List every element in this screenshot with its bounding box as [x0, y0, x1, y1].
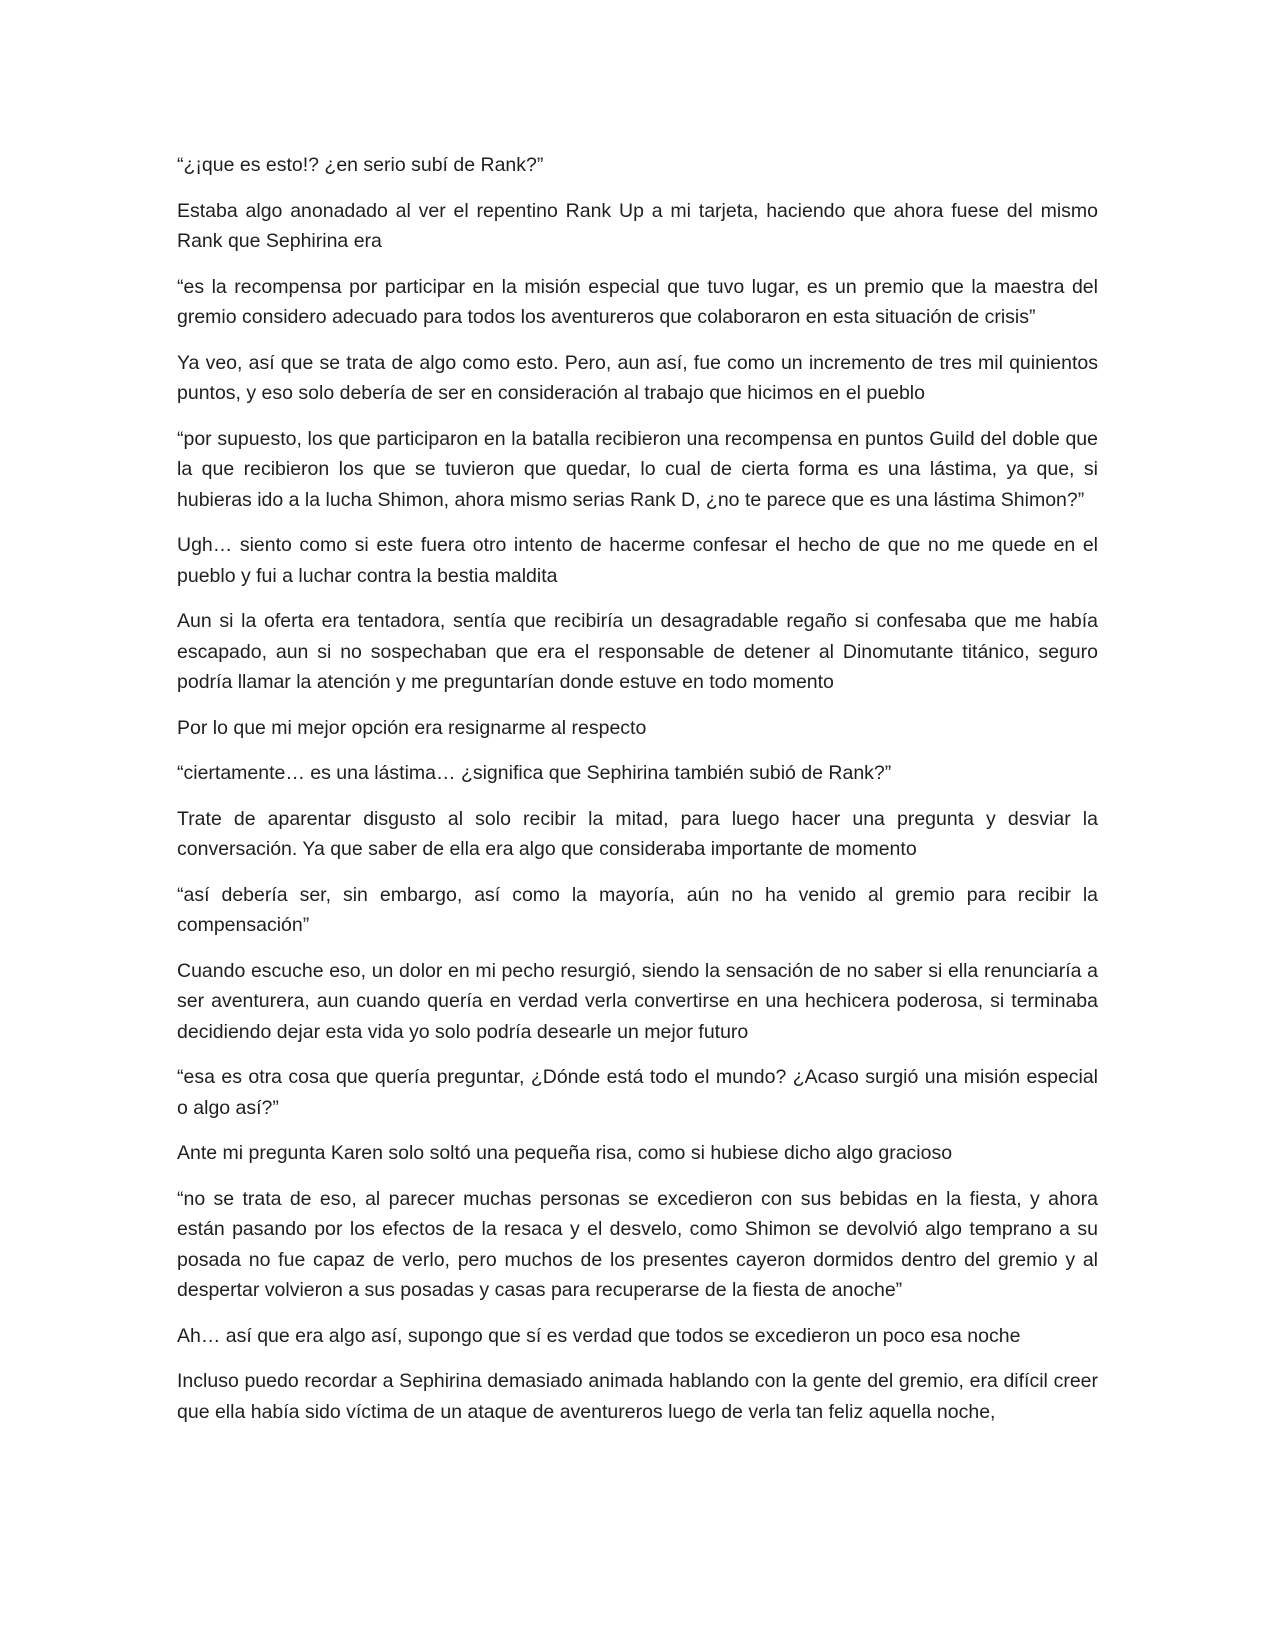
paragraph: “esa es otra cosa que quería preguntar, ¿Dónde está todo el mundo? ¿Acaso surgió una misión especial o algo así?” — [177, 1066, 1098, 1119]
paragraph: “por supuesto, los que participaron en la batalla recibieron una recompensa en puntos Guild del doble que la que recibieron los que se tuvieron que quedar, lo cual de cierta forma es una lástima, ya que, si hubieras ido a la lucha Shimon, ahora mismo serias Rank D, ¿no te parece que es una lástima Shimon?” — [177, 427, 1098, 511]
paragraph: Ah… así que era algo así, supongo que sí es verdad que todos se excedieron un poco esa noche — [177, 1324, 1021, 1347]
paragraph: Aun si la oferta era tentadora, sentía que recibiría un desagradable regaño si confesaba que me había escapado, aun si no sospechaban que era el responsable de detener al Dinomutante titánico, seguro podría llamar la atención y me preguntarían donde estuve en todo momento — [177, 610, 1098, 693]
paragraph: Incluso puedo recordar a Sephirina demasiado animada hablando con la gente del gremio, era difícil creer que ella había sido víctima de un ataque de aventureros luego de verla tan feliz aquella noche, — [177, 1370, 1098, 1423]
paragraph: “no se trata de eso, al parecer muchas personas se excedieron con sus bebidas en la fiesta, y ahora están pasando por los efectos de la resaca y el desvelo, como Shimon se devolvió algo temprano a su posada no fue capaz de verlo, pero muchos de los presentes cayeron dormidos dentro del gremio y al despertar volvieron a sus posadas y casas para recuperarse de la fiesta de anoche” — [177, 1187, 1098, 1301]
paragraph: Cuando escuche eso, un dolor en mi pecho resurgió, siendo la sensación de no saber si ella renunciaría a ser aventurera, aun cuando quería en verdad verla convertirse en una hechicera poderosa, si terminaba decidiendo dejar esta vida yo solo podría desearle un mejor futuro — [177, 959, 1098, 1043]
paragraph: Estaba algo anonadado al ver el repentino Rank Up a mi tarjeta, haciendo que ahora fuese del mismo Rank que Sephirina era — [177, 199, 1098, 252]
paragraph: Ya veo, así que se trata de algo como esto. Pero, aun así, fue como un incremento de tres mil quinientos puntos, y eso solo debería de ser en consideración al trabajo que hicimos en el pueblo — [177, 351, 1098, 404]
document-body — [177, 150, 1098, 1442]
paragraph: Trate de aparentar disgusto al solo recibir la mitad, para luego hacer una pregunta y desviar la conversación. Ya que saber de ella era algo que consideraba importante de momento — [177, 807, 1098, 860]
paragraph: “¿¡que es esto!? ¿en serio subí de Rank?” — [177, 154, 544, 176]
paragraph: “ciertamente… es una lástima… ¿significa que Sephirina también subió de Rank?” — [177, 762, 892, 784]
paragraph: Ante mi pregunta Karen solo soltó una pequeña risa, como si hubiese dicho algo gracioso — [177, 1142, 953, 1164]
paragraph: “es la recompensa por participar en la misión especial que tuvo lugar, es un premio que la maestra del gremio considero adecuado para todos los aventureros que colaboraron en esta situación de crisis” — [177, 275, 1098, 328]
paragraph: “así debería ser, sin embargo, así como la mayoría, aún no ha venido al gremio para recibir la compensación” — [177, 883, 1098, 936]
paragraph: Por lo que mi mejor opción era resignarme al respecto — [177, 716, 647, 739]
paragraph: Ugh… siento como si este fuera otro intento de hacerme confesar el hecho de que no me quede en el pueblo y fui a luchar contra la bestia maldita — [177, 534, 1098, 587]
